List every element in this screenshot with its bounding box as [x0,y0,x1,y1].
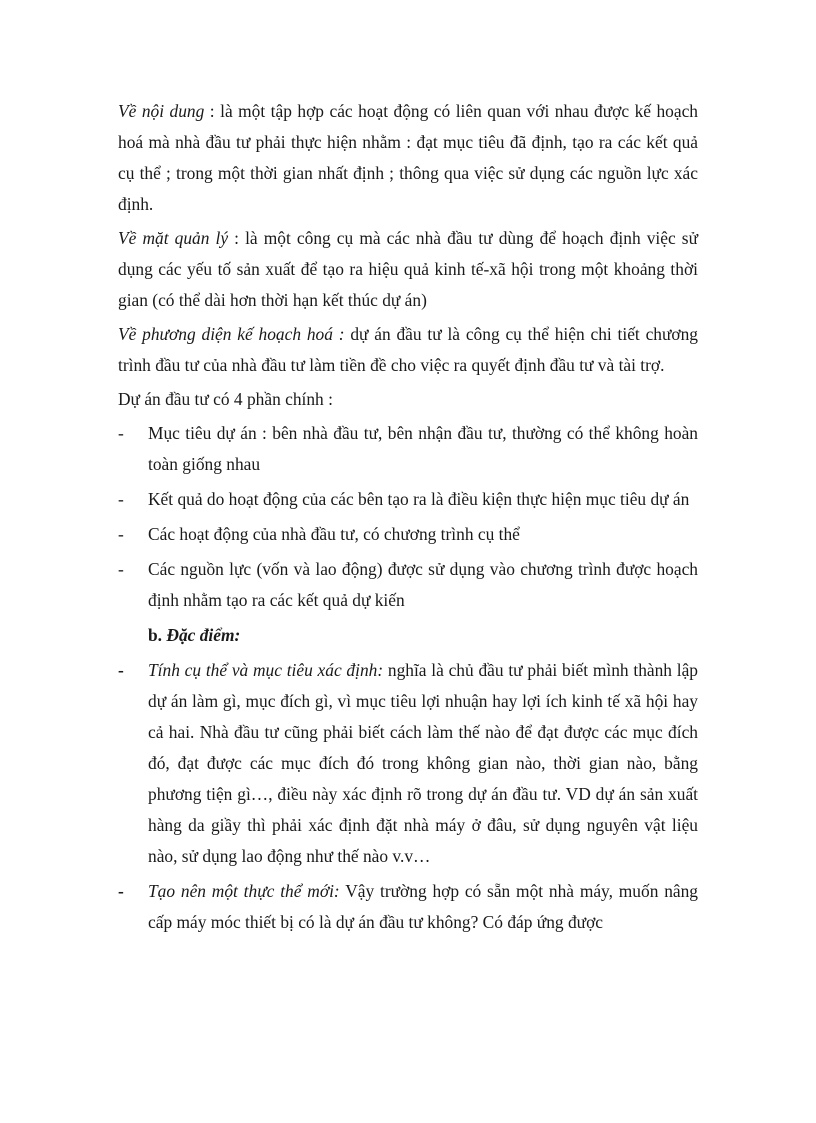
dash-bullet: - [118,423,124,443]
list-item [118,484,698,515]
list-item [118,418,698,480]
paragraph-management [118,223,698,316]
dash-bullet: - [118,524,124,544]
dash-bullet: - [118,559,124,579]
paragraph-content [118,96,698,220]
paragraph-lead: Về nội dung [118,101,205,121]
feature-lead: Tính cụ thể và mục tiêu xác định: [148,660,384,680]
list-item-text: Các hoạt động của nhà đầu tư, có chương trình cụ thể [148,524,520,544]
dash-bullet: - [118,489,124,509]
feature-lead: Tạo nên một thực thể mới: [148,881,340,901]
paragraph-text: : là một công cụ mà các nhà đầu tư dùng để hoạch định việc sử dụng các yếu tố sản xuất để tạo ra hiệu quả kinh tế-xã hội trong một khoảng thời gian (có thể dài hơn thời hạn kết thúc dự án) [118,228,698,310]
paragraph-text: : là một tập hợp các hoạt động có liên quan với nhau được kế hoạch hoá mà nhà đầu tư phải thực hiện nhằm : đạt mục tiêu đã định, tạo ra các kết quả cụ thể ; trong một thời gian nhất định ; thông qua việc sử dụng các nguồn lực xác định. [118,101,698,214]
feature-item [118,876,698,938]
paragraph-text: dự án đầu tư là công cụ thể hiện chi tiết chương trình đầu tư của nhà đầu tư làm tiền đề cho việc ra quyết định đầu tư và tài trợ. [118,324,698,375]
section-number: b. [148,625,163,645]
feature-item [118,655,698,872]
section-title: Đặc điểm: [166,625,241,645]
document-page [118,96,698,942]
list-item-text: Kết quả do hoạt động của các bên tạo ra là điều kiện thực hiện mục tiêu dự án [148,489,690,509]
list-item-text: Mục tiêu dự án : bên nhà đầu tư, bên nhận đầu tư, thường có thể không hoàn toàn giống nhau [148,423,698,474]
feature-text: Vậy trường hợp có sẵn một nhà máy, muốn nâng cấp máy móc thiết bị có là dự án đầu tư không? Có đáp ứng được [148,881,699,932]
list-item-text: Các nguồn lực (vốn và lao động) được sử dụng vào chương trình được hoạch định nhằm tạo ra các kết quả dự kiến [148,559,698,610]
paragraph-lead: Về mặt quản lý [118,228,229,248]
paragraph-planning [118,319,698,381]
dash-bullet: - [118,881,124,901]
paragraph-lead: Về phương diện kế hoạch hoá : [118,324,345,344]
list-item [118,519,698,550]
dash-bullet: - [118,660,124,680]
parts-intro: Dự án đầu tư có 4 phần chính : [118,389,333,409]
feature-text: nghĩa là chủ đầu tư phải biết mình thành lập dự án làm gì, mục đích gì, vì mục tiêu lợi nhuận hay lợi ích kinh tế xã hội hay cả hai. Nhà đầu tư cũng phải biết cách làm thế nào để đạt được các mục đích đó, đạt được các mục đích đó trong không gian nào, thời gian nào, bằng phương tiện gì…, điều này xác định rõ trong dự án đầu tư. VD dự án sản xuất hàng da giầy thì phải xác định đặt nhà máy ở đâu, sử dụng nguyên vật liệu nào, sử dụng lao động như thế nào v.v… [148,660,698,866]
section-heading [148,620,698,651]
list-item [118,554,698,616]
